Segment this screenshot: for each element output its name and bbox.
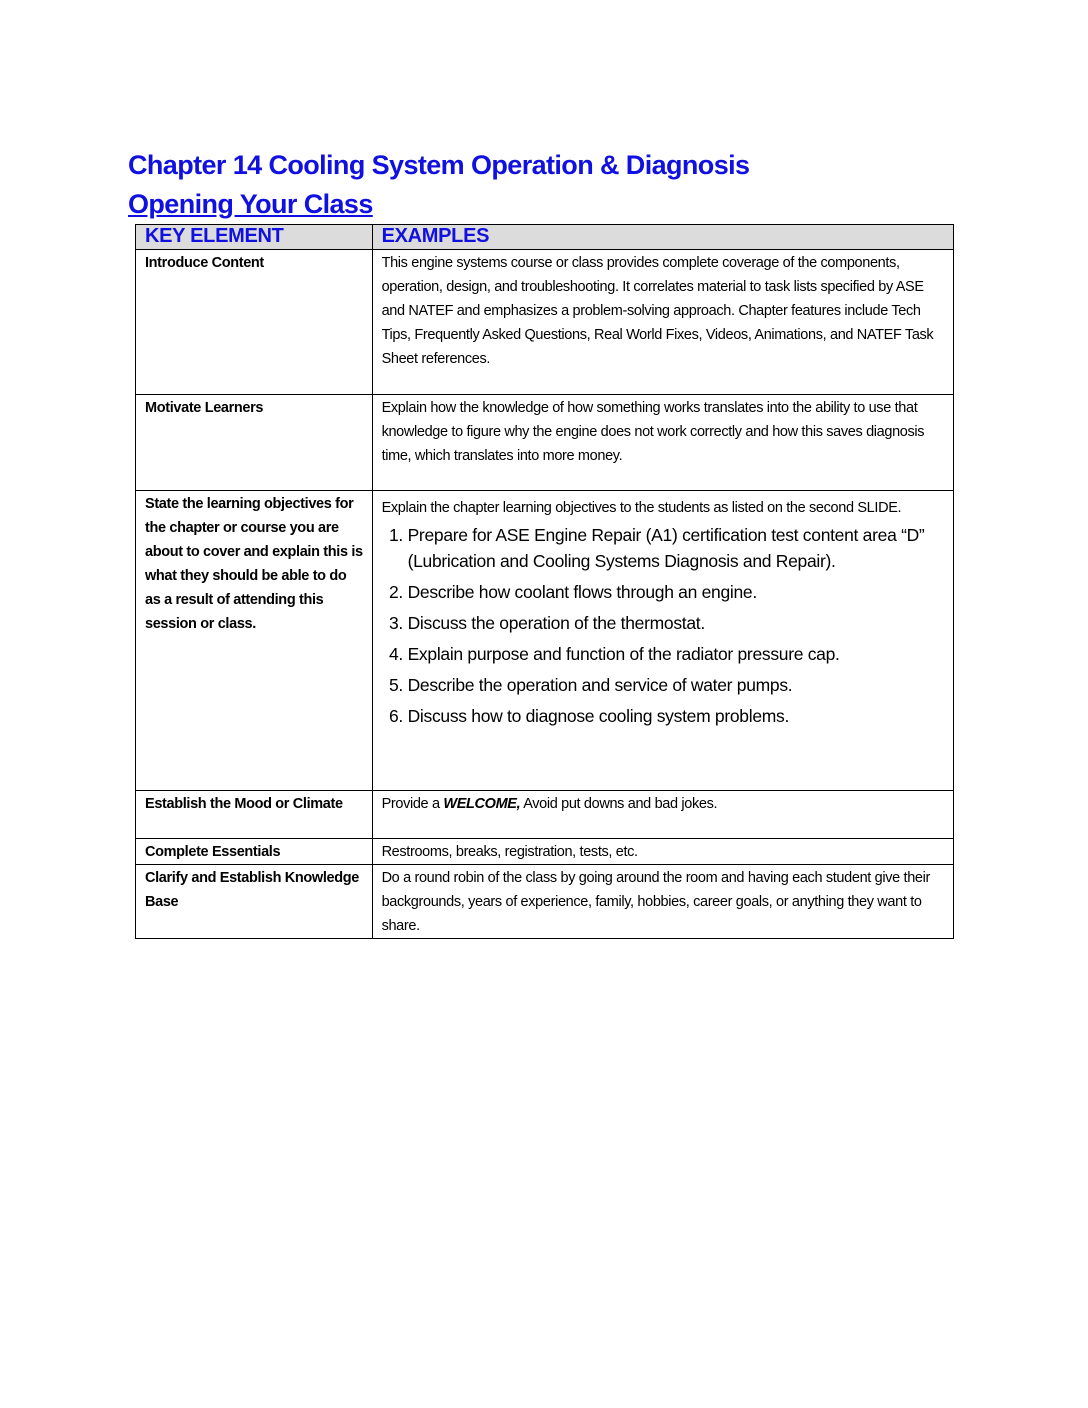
objective-item: 2. Describe how coolant flows through an engine.: [408, 579, 945, 605]
table-row: [136, 250, 954, 395]
table-row: [136, 491, 954, 791]
example-cell: Explain how the knowledge of how something works translates into the ability to use that knowledge to figure why the engine does not work correctly and how this saves diagnosis time, which translates into more money.: [372, 395, 953, 491]
objective-item: 3. Discuss the operation of the thermostat.: [408, 610, 945, 636]
table-row: [136, 865, 954, 939]
example-cell: This engine systems course or class provides complete coverage of the components, operation, design, and troubleshooting. It correlates material to task lists specified by ASE and NATEF and emphasizes a problem-solving approach. Chapter features include Tech Tips, Frequently Asked Questions, Real World Fixes, Videos, Animations, and NATEF Task Sheet references.: [372, 250, 953, 395]
section-title: Opening Your Class: [128, 189, 373, 219]
example-cell: Restrooms, breaks, registration, tests, etc.: [372, 839, 953, 865]
objectives-intro: Explain the chapter learning objectives to the students as listed on the second SLIDE.: [381, 500, 902, 516]
example-cell: [372, 491, 953, 791]
key-element-cell: State the learning objectives for the chapter or course you are about to cover and explain this is what they should be able to do as a result of attending this session or class.: [136, 491, 373, 791]
example-text: Avoid put downs and bad jokes.: [520, 796, 718, 812]
table-row: [136, 395, 954, 491]
table-header-row: [136, 225, 954, 250]
key-element-cell: Introduce Content: [136, 250, 373, 395]
welcome-emphasis: WELCOME,: [443, 796, 521, 812]
header-key-element: KEY ELEMENT: [136, 225, 373, 250]
example-text: Provide a: [381, 796, 444, 812]
example-cell: Do a round robin of the class by going around the room and having each student give their backgrounds, years of experience, family, hobbies, career goals, or anything they want to share.: [372, 865, 953, 939]
objective-item: 6. Discuss how to diagnose cooling system problems.: [408, 703, 945, 729]
table-row: [136, 839, 954, 865]
objectives-list: [382, 522, 945, 729]
objective-item: 4. Explain purpose and function of the radiator pressure cap.: [408, 641, 945, 667]
header-examples: EXAMPLES: [372, 225, 953, 250]
objective-item: 5. Describe the operation and service of water pumps.: [408, 672, 945, 698]
objective-item: 1. Prepare for ASE Engine Repair (A1) certification test content area “D” (Lubrication and Cooling Systems Diagnosis and Repair).: [408, 522, 945, 574]
chapter-title: Chapter 14 Cooling System Operation & Diagnosis: [128, 150, 750, 180]
example-cell: [372, 791, 953, 839]
key-element-cell: Complete Essentials: [136, 839, 373, 865]
table-row: [136, 791, 954, 839]
opening-class-table: [135, 224, 954, 939]
key-element-cell: Clarify and Establish Knowledge Base: [136, 865, 373, 939]
key-element-cell: Motivate Learners: [136, 395, 373, 491]
key-element-cell: Establish the Mood or Climate: [136, 791, 373, 839]
